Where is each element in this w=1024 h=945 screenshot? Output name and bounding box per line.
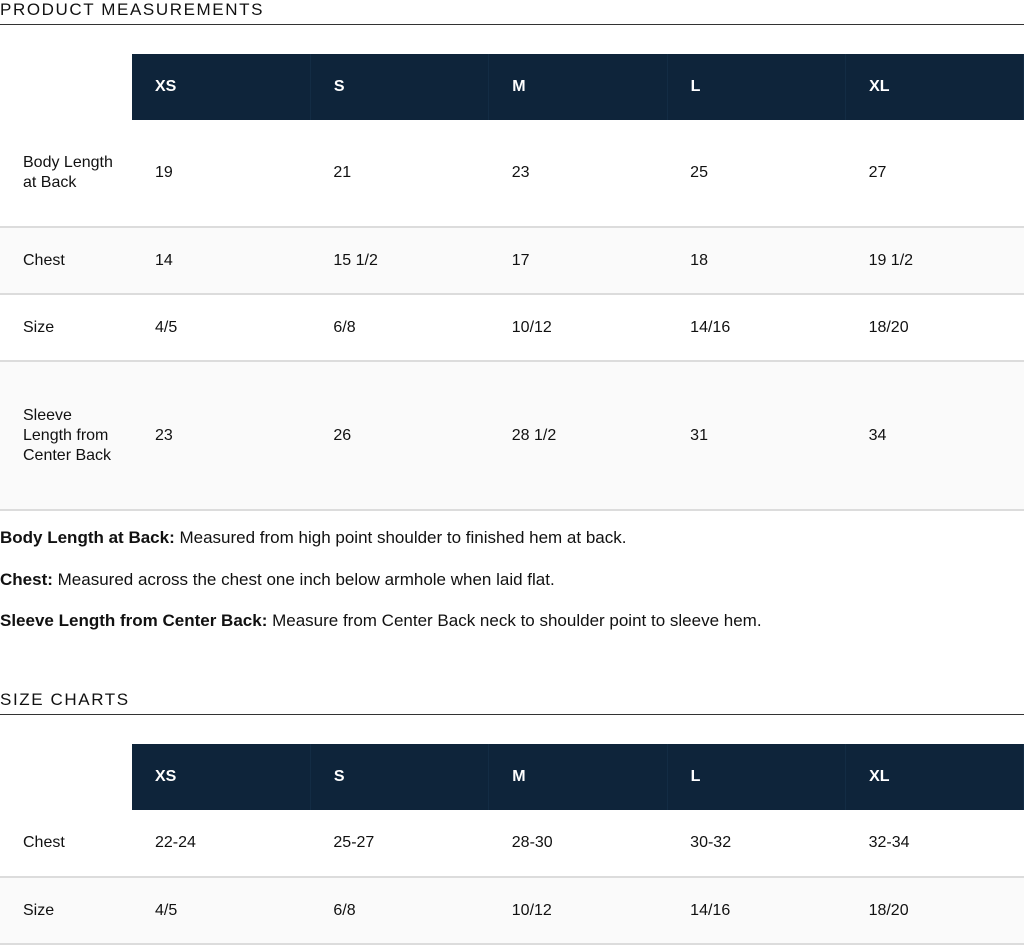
table-cell: 14/16: [667, 294, 845, 361]
table-cell: 15 1/2: [310, 227, 488, 294]
table-cell: 28 1/2: [489, 361, 667, 510]
size-header: XS: [132, 54, 310, 120]
size-charts-title: SIZE CHARTS: [0, 690, 1024, 715]
table-cell: 28-30: [489, 810, 667, 877]
row-label: Body Length at Back: [0, 120, 132, 227]
note-text: Measure from Center Back neck to shoulder point to sleeve hem.: [267, 611, 762, 630]
table-row: [0, 810, 1024, 877]
table-cell: 14: [132, 227, 310, 294]
table-row: [0, 877, 1024, 944]
table-cell: 18/20: [846, 294, 1024, 361]
size-header: M: [489, 54, 667, 120]
header-corner: [0, 744, 132, 810]
size-charts-header-row: [0, 744, 1024, 810]
table-cell: 10/12: [489, 877, 667, 944]
table-row: [0, 120, 1024, 227]
note-text: Measured from high point shoulder to finished hem at back.: [174, 528, 627, 547]
header-corner: [0, 54, 132, 120]
table-cell: 17: [489, 227, 667, 294]
note-body-length: [0, 527, 1024, 569]
size-header: XL: [846, 54, 1024, 120]
table-cell: 4/5: [132, 294, 310, 361]
table-cell: 25-27: [310, 810, 488, 877]
table-row: [0, 361, 1024, 510]
table-cell: 19 1/2: [846, 227, 1024, 294]
table-cell: 23: [489, 120, 667, 227]
table-cell: 30-32: [667, 810, 845, 877]
size-charts-table: [0, 744, 1024, 945]
size-header: M: [489, 744, 667, 810]
size-header: L: [667, 744, 845, 810]
table-cell: 18: [667, 227, 845, 294]
size-header: S: [310, 744, 488, 810]
row-label: Chest: [0, 810, 132, 877]
table-cell: 19: [132, 120, 310, 227]
row-label: Size: [0, 294, 132, 361]
note-term: Chest:: [0, 569, 53, 589]
table-cell: 22-24: [132, 810, 310, 877]
table-cell: 14/16: [667, 877, 845, 944]
size-header: XS: [132, 744, 310, 810]
size-header: L: [667, 54, 845, 120]
size-header: XL: [846, 744, 1024, 810]
row-label: Size: [0, 877, 132, 944]
note-term: Body Length at Back:: [0, 528, 175, 547]
table-cell: 31: [667, 361, 845, 510]
table-cell: 6/8: [310, 294, 488, 361]
note-term: Sleeve Length from Center Back:: [0, 611, 268, 630]
table-cell: 34: [846, 361, 1024, 510]
table-cell: 25: [667, 120, 845, 227]
table-cell: 18/20: [846, 877, 1024, 944]
size-header: S: [310, 54, 488, 120]
table-cell: 23: [132, 361, 310, 510]
measurements-table: [0, 54, 1024, 511]
measurements-title: PRODUCT MEASUREMENTS: [0, 0, 1024, 25]
table-cell: 27: [846, 120, 1024, 227]
note-chest: [0, 569, 1024, 611]
note-sleeve-length: [0, 610, 1024, 652]
measurement-notes: [0, 527, 1024, 652]
table-cell: 26: [310, 361, 488, 510]
table-row: [0, 227, 1024, 294]
table-cell: 6/8: [310, 877, 488, 944]
table-cell: 4/5: [132, 877, 310, 944]
row-label: Chest: [0, 227, 132, 294]
table-cell: 32-34: [846, 810, 1024, 877]
note-text: Measured across the chest one inch below armhole when laid flat.: [52, 569, 555, 589]
table-cell: 21: [310, 120, 488, 227]
table-row: [0, 294, 1024, 361]
table-cell: 10/12: [489, 294, 667, 361]
measurements-header-row: [0, 54, 1024, 120]
row-label: Sleeve Length from Center Back: [0, 361, 132, 510]
